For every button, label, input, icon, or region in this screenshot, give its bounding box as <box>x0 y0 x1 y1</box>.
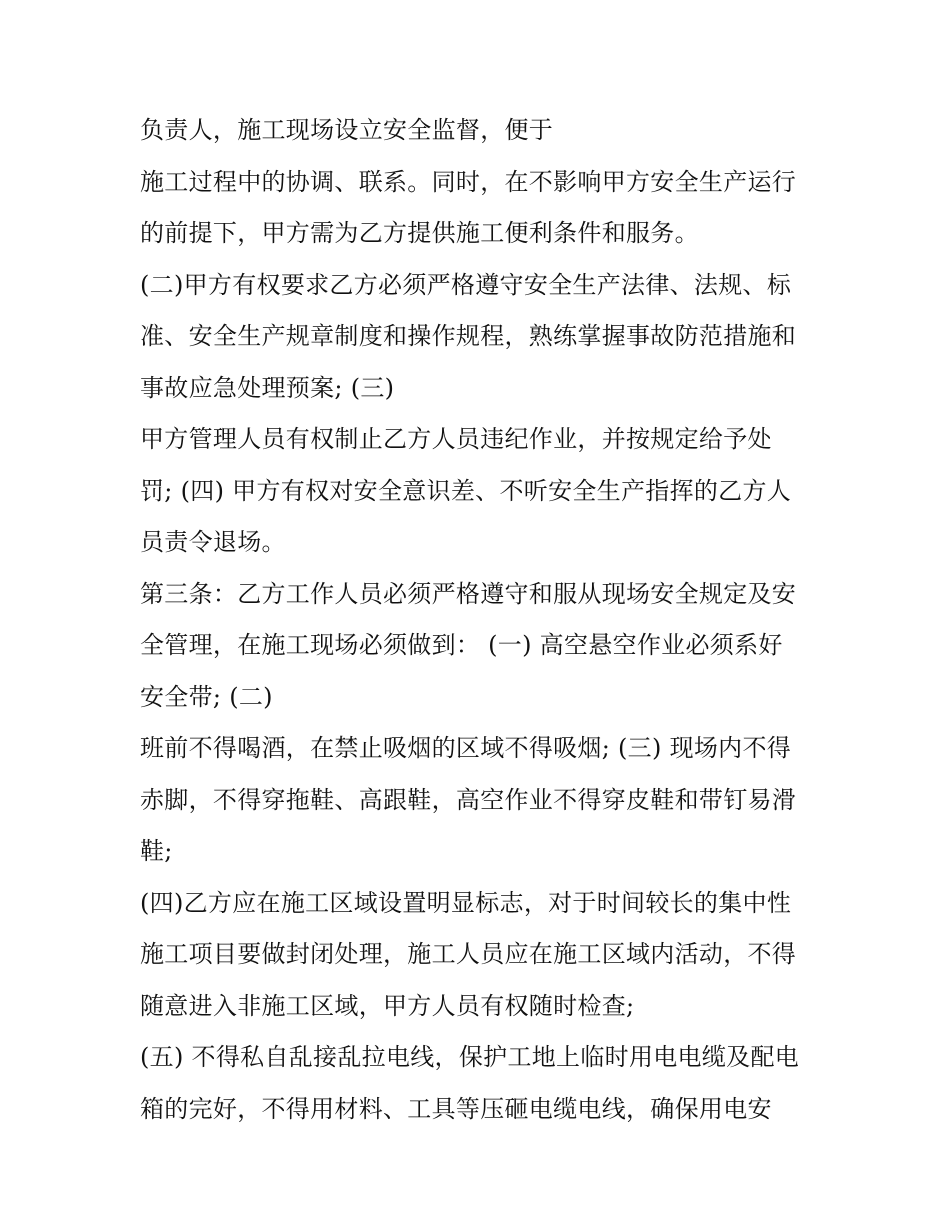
document-body <box>140 105 820 1135</box>
text-line: 事故应急处理预案; (三) <box>140 373 395 402</box>
text-line: 第三条：乙方工作人员必须严格遵守和服从现场安全规定及安 <box>140 579 797 608</box>
text-line: 的前提下，甲方需为乙方提供施工便利条件和服务。 <box>140 219 699 247</box>
text-line: 准、安全生产规章制度和操作规程，熟练掌握事故防范措施和 <box>140 322 797 350</box>
text-line: (四)乙方应在施工区域设置明显标志，对于时间较长的集中性 <box>140 888 792 917</box>
text-line: (二)甲方有权要求乙方必须严格遵守安全生产法律、法规、标 <box>140 270 792 299</box>
text-line: 安全带; (二) <box>140 682 273 711</box>
text-line: 施工项目要做封闭处理，施工人员应在施工区域内活动，不得 <box>140 940 797 968</box>
text-line: 鞋; <box>140 837 173 865</box>
text-line: 箱的完好，不得用材料、工具等压砸电缆电线，确保用电安 <box>140 1094 772 1123</box>
text-line: 员责令退场。 <box>140 528 286 556</box>
text-line: 全管理，在施工现场必须做到： (一) 高空悬空作业必须系好 <box>140 631 783 659</box>
text-line: (五) 不得私自乱接乱拉电线，保护工地上临时用电电缆及配电 <box>140 1043 800 1071</box>
text-line: 随意进入非施工区域，甲方人员有权随时检查; <box>140 991 635 1020</box>
text-line: 甲方管理人员有权制止乙方人员违纪作业，并按规定给予处 <box>140 425 772 453</box>
text-line: 赤脚，不得穿拖鞋、高跟鞋，高空作业不得穿皮鞋和带钉易滑 <box>140 785 797 814</box>
text-line: 班前不得喝酒，在禁止吸烟的区域不得吸烟; (三) 现场内不得 <box>140 734 792 762</box>
text-line: 施工过程中的协调、联系。同时，在不影响甲方安全生产运行 <box>140 167 797 196</box>
text-line: 负责人，施工现场设立安全监督，便于 <box>140 116 554 144</box>
text-line: 罚; (四) 甲方有权对安全意识差、不听安全生产指挥的乙方人 <box>140 476 792 505</box>
